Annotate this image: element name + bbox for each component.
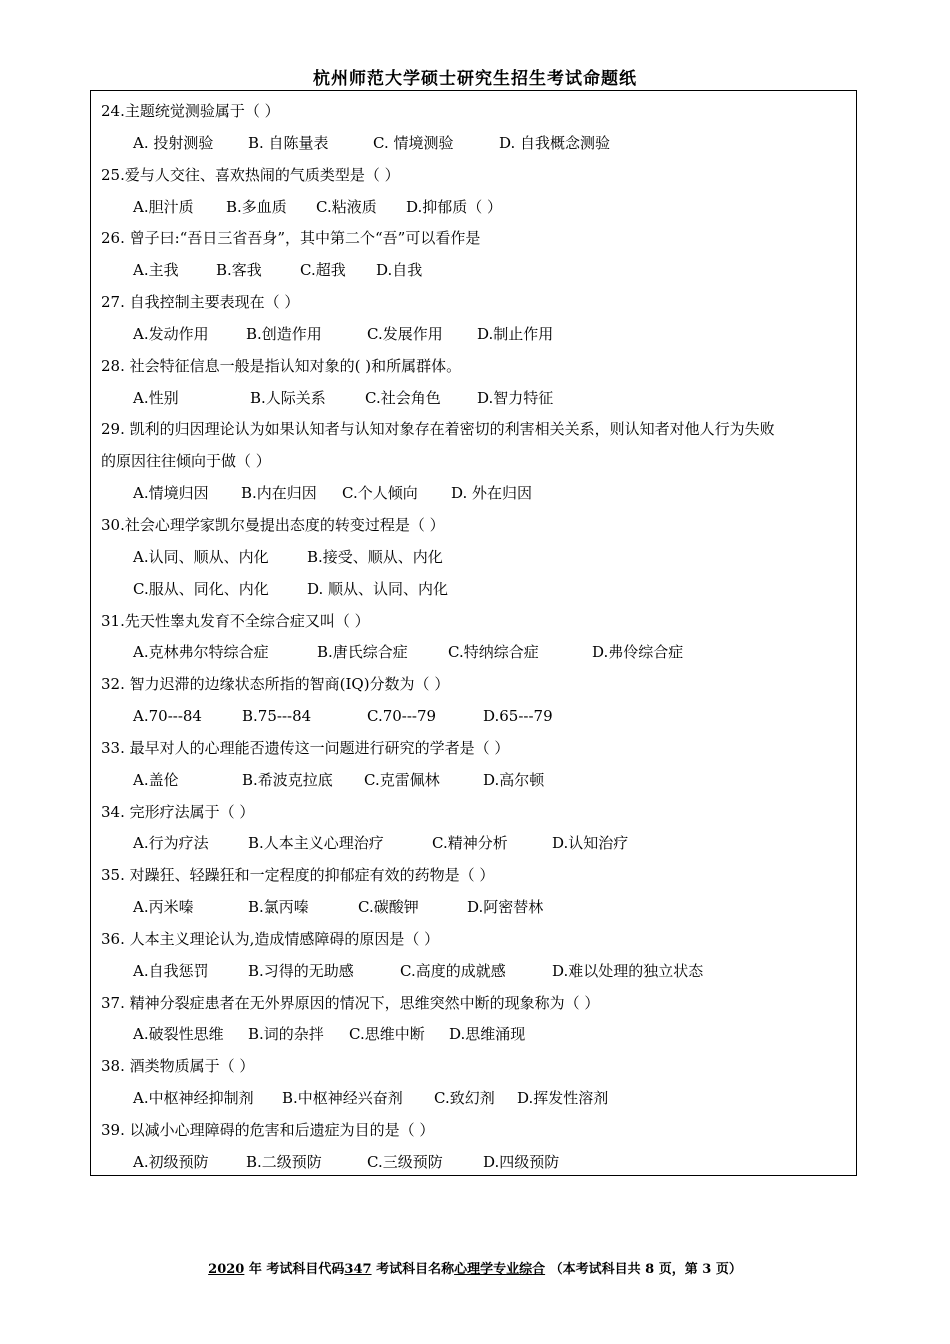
- question-stem: 35. 对躁狂、轻躁狂和一定程度的抑郁症有效的药物是（ ）: [101, 866, 495, 885]
- question-stem: 32. 智力迟滞的边缘状态所指的智商(IQ)分数为（ ）: [101, 675, 450, 694]
- question-stem: 37. 精神分裂症患者在无外界原因的情况下，思维突然中断的现象称为（ ）: [101, 993, 600, 1012]
- option-b: B.人本主义心理治疗: [248, 834, 384, 853]
- question-stem: 30.社会心理学家凯尔曼提出态度的转变过程是（ ）: [101, 515, 445, 534]
- option-c: C.致幻剂: [434, 1089, 495, 1108]
- question-stem: 29. 凯利的归因理论认为如果认知者与认知对象存在着密切的利害相关关系，则认知者对他人行为失败: [101, 420, 775, 439]
- option-d: D.认知治疗: [552, 834, 629, 853]
- option-c: C.精神分析: [432, 834, 508, 853]
- option-c: C.社会角色: [365, 388, 441, 407]
- option-a: A.发动作用: [133, 324, 209, 343]
- option-a: A. 投射测验: [133, 133, 214, 152]
- option-b: B.多血质: [226, 197, 287, 216]
- option-b: B.75---84: [242, 707, 312, 726]
- question-stem: 34. 完形疗法属于（ ）: [101, 802, 255, 821]
- option-d: D. 外在归因: [451, 484, 533, 503]
- option-b: B.创造作用: [246, 324, 322, 343]
- question-stem: 24.主题统觉测验属于（ ）: [101, 102, 280, 120]
- question-stem: 36. 人本主义理论认为,造成情感障碍的原因是（ ）: [101, 929, 440, 948]
- option-row: [101, 574, 851, 606]
- option-b: B.词的杂拌: [248, 1025, 324, 1044]
- option-a: A.自我惩罚: [133, 961, 209, 980]
- footer-subject-code: 347: [344, 1262, 372, 1277]
- option-d: D.智力特征: [477, 388, 554, 407]
- option-row: [101, 892, 851, 924]
- option-row: [101, 478, 851, 510]
- option-b: B.希波克拉底: [242, 770, 333, 789]
- option-a: A.初级预防: [133, 1152, 209, 1171]
- option-d: D.自我: [376, 261, 423, 280]
- option-c: C.70---79: [367, 707, 437, 726]
- option-row: [101, 765, 851, 797]
- option-d: D.抑郁质（ ）: [406, 197, 503, 216]
- question-stem: 31.先天性睾丸发育不全综合症又叫（ ）: [101, 611, 370, 630]
- question-stem: 33. 最早对人的心理能否遗传这一问题进行研究的学者是（ ）: [101, 738, 510, 757]
- question-stem: 26. 曾子曰:“吾日三省吾身”，其中第二个“吾”可以看作是: [101, 229, 481, 248]
- option-a: A.胆汁质: [133, 197, 194, 216]
- option-c: C.发展作用: [367, 324, 443, 343]
- option-b: B.中枢神经兴奋剂: [282, 1089, 403, 1108]
- option-b: B.人际关系: [250, 388, 326, 407]
- option-b: B.氯丙嗪: [248, 898, 309, 917]
- option-b: B.接受、顺从、内化: [307, 547, 443, 566]
- option-d: D.思维涌现: [449, 1025, 526, 1044]
- footer-subject-name: 心理学专业综合: [454, 1262, 546, 1277]
- option-row: [101, 192, 851, 224]
- option-a: A.情境归因: [133, 484, 209, 503]
- option-c: C.超我: [300, 261, 346, 280]
- option-row: [101, 637, 851, 669]
- option-a: A.盖伦: [133, 770, 179, 789]
- option-c: C.克雷佩林: [364, 770, 440, 789]
- option-d: D.弗伶综合症: [592, 643, 684, 662]
- page-title: 杭州师范大学硕士研究生招生考试命题纸: [313, 69, 637, 89]
- option-row: [101, 1019, 851, 1051]
- option-c: C.高度的成就感: [400, 961, 506, 980]
- option-b: B.唐氏综合症: [317, 643, 408, 662]
- option-d: D.四级预防: [483, 1152, 560, 1171]
- footer-code-label: 年 考试科目代码: [244, 1262, 345, 1277]
- option-d: D. 顺从、认同、内化: [307, 579, 449, 598]
- question-stem: 39. 以减小心理障碍的危害和后遗症为目的是（ ）: [101, 1121, 435, 1139]
- option-row: [101, 1083, 851, 1115]
- option-row: [101, 542, 851, 574]
- option-a: A.主我: [133, 261, 179, 280]
- option-b: B.习得的无助感: [248, 961, 354, 980]
- option-d: D.阿密替林: [467, 898, 544, 917]
- footer-name-label: 考试科目名称: [371, 1262, 455, 1277]
- option-d: D.高尔顿: [483, 770, 545, 789]
- option-c: C.粘液质: [316, 197, 377, 216]
- option-d: D.挥发性溶剂: [517, 1089, 609, 1108]
- option-row: [101, 701, 851, 733]
- option-b: B.内在归因: [241, 484, 317, 503]
- option-a: A.认同、顺从、内化: [133, 547, 269, 566]
- option-row: [101, 828, 851, 860]
- question-stem: 38. 酒类物质属于（ ）: [101, 1057, 255, 1076]
- option-c: C.特纳综合症: [448, 643, 539, 662]
- option-c: C.思维中断: [349, 1025, 425, 1044]
- page-footer: [0, 1258, 950, 1277]
- option-a: A.丙米嗪: [133, 898, 194, 917]
- question-stem-continued: 的原因往往倾向于做（ ）: [101, 452, 271, 471]
- option-b: B.二级预防: [246, 1152, 322, 1171]
- option-row: [101, 255, 851, 287]
- option-d: D.难以处理的独立状态: [552, 961, 704, 980]
- option-d: D.制止作用: [477, 324, 554, 343]
- question-stem: 25.爱与人交往、喜欢热闹的气质类型是（ ）: [101, 165, 400, 184]
- question-stem: 28. 社会特征信息一般是指认知对象的( )和所属群体。: [101, 356, 462, 375]
- option-row: [101, 383, 851, 415]
- option-d: D.65---79: [483, 707, 553, 726]
- option-a: A.中枢神经抑制剂: [133, 1089, 254, 1108]
- option-b: B.客我: [216, 261, 262, 280]
- question-frame: [90, 90, 857, 1176]
- option-c: C.服从、同化、内化: [133, 579, 269, 598]
- option-a: A.克林弗尔特综合症: [133, 643, 269, 662]
- option-c: C.个人倾向: [342, 484, 418, 503]
- option-a: A.破裂性思维: [133, 1025, 224, 1044]
- option-a: A.性别: [133, 388, 179, 407]
- option-c: C.三级预防: [367, 1152, 443, 1171]
- question-list: [101, 96, 851, 1179]
- option-row: [101, 128, 851, 160]
- option-a: A.70---84: [133, 707, 202, 726]
- option-c: C. 情境测验: [373, 133, 454, 152]
- option-row: [101, 319, 851, 351]
- question-stem: 27. 自我控制主要表现在（ ）: [101, 293, 300, 312]
- option-d: D. 自我概念测验: [499, 133, 611, 152]
- option-b: B. 自陈量表: [248, 133, 329, 152]
- option-row: [101, 1147, 851, 1179]
- footer-page-info: （本考试科目共 8 页，第 3 页）: [545, 1262, 742, 1277]
- option-a: A.行为疗法: [133, 834, 209, 853]
- option-c: C.碳酸钾: [358, 898, 419, 917]
- option-row: [101, 956, 851, 988]
- footer-year: 2020: [208, 1262, 245, 1277]
